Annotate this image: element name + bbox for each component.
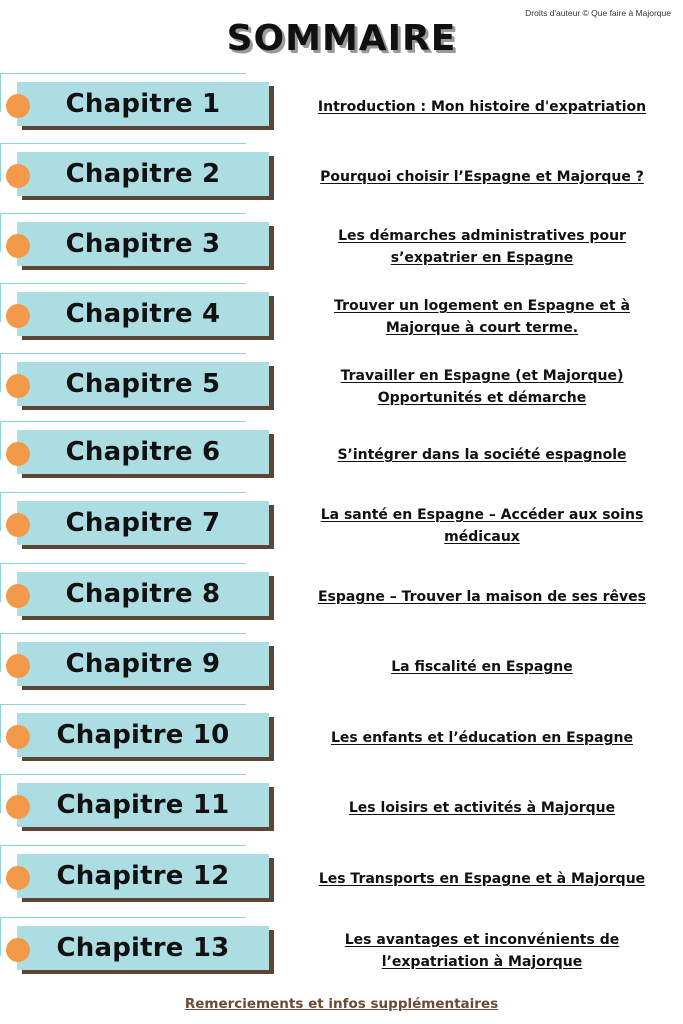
bullet-dot-icon [6,866,30,890]
chapter-label-box[interactable] [17,926,269,970]
chapter-label: Chapitre 8 [65,579,221,609]
bullet-dot-icon [6,513,30,537]
acknowledgements-link[interactable]: Remerciements et infos supplémentaires [184,996,499,1012]
chapter-label: Chapitre 9 [65,649,221,679]
chapter-label-box[interactable] [17,430,269,474]
chapter-description: S’intégrer dans la société espagnole [337,447,627,463]
chapter-description-link[interactable] [296,361,668,413]
chapter-label-box[interactable] [17,82,269,126]
chapter-label: Chapitre 11 [56,790,230,820]
bullet-dot-icon [6,374,30,398]
chapter-description-link[interactable] [296,429,668,481]
chapter-label-box[interactable] [17,292,269,336]
chapter-label: Chapitre 2 [65,159,221,189]
chapter-description: La fiscalité en Espagne [391,659,573,675]
bullet-dot-icon [6,654,30,678]
chapter-description: La santé en Espagne – Accéder aux soins médicaux [320,507,644,545]
chapter-label-box[interactable] [17,152,269,196]
bullet-dot-icon [6,584,30,608]
chapter-description: Les enfants et l’éducation en Espagne [330,730,634,746]
chapter-description-link[interactable] [296,925,668,977]
chapter-description-link[interactable] [296,782,668,834]
chapter-description-link[interactable] [296,500,668,552]
chapter-description: Introduction : Mon histoire d'expatriation [317,99,647,115]
chapter-description-link[interactable] [296,571,668,623]
chapter-description-link[interactable] [296,641,668,693]
chapter-description: Les avantages et inconvénients de l’expatriation à Majorque [344,932,620,970]
copyright-notice: Droits d'auteur © Que faire à Majorque [525,8,671,18]
chapter-label: Chapitre 10 [56,720,230,750]
chapter-label-box[interactable] [17,713,269,757]
chapter-label-box[interactable] [17,222,269,266]
chapter-description-link[interactable] [296,151,668,203]
bullet-dot-icon [6,164,30,188]
chapter-label: Chapitre 6 [65,437,221,467]
chapter-label-box[interactable] [17,854,269,898]
chapter-description-link[interactable] [296,853,668,905]
chapter-description: Travailler en Espagne (et Majorque) Opportunités et démarche [340,368,624,406]
chapter-description: Pourquoi choisir l’Espagne et Majorque ? [320,169,644,185]
page-title: SOMMAIRE [226,18,457,59]
chapter-description: Trouver un logement en Espagne et à Majorque à court terme. [334,298,630,336]
bullet-dot-icon [6,234,30,258]
chapter-label: Chapitre 3 [65,229,221,259]
bullet-dot-icon [6,938,30,962]
bullet-dot-icon [6,795,30,819]
chapter-label-box[interactable] [17,572,269,616]
chapter-label-box[interactable] [17,362,269,406]
chapter-label: Chapitre 13 [56,933,230,963]
chapter-label: Chapitre 1 [65,89,221,119]
chapter-label: Chapitre 12 [56,861,230,891]
chapter-description-link[interactable] [296,712,668,764]
chapter-label: Chapitre 7 [65,508,221,538]
bullet-dot-icon [6,304,30,328]
chapter-description: Espagne – Trouver la maison de ses rêves [317,589,647,605]
chapter-description-link[interactable] [296,221,668,273]
chapter-label-box[interactable] [17,783,269,827]
chapter-label-box[interactable] [17,642,269,686]
chapter-description: Les loisirs et activités à Majorque [348,800,616,816]
bullet-dot-icon [6,94,30,118]
chapter-label: Chapitre 5 [65,369,221,399]
chapter-description: Les Transports en Espagne et à Majorque [318,871,646,887]
bullet-dot-icon [6,725,30,749]
bullet-dot-icon [6,442,30,466]
chapter-label-box[interactable] [17,501,269,545]
chapter-label: Chapitre 4 [65,299,221,329]
chapter-description: Les démarches administratives pour s’expatrier en Espagne [338,228,626,266]
chapter-description-link[interactable] [296,81,668,133]
chapter-description-link[interactable] [296,291,668,343]
